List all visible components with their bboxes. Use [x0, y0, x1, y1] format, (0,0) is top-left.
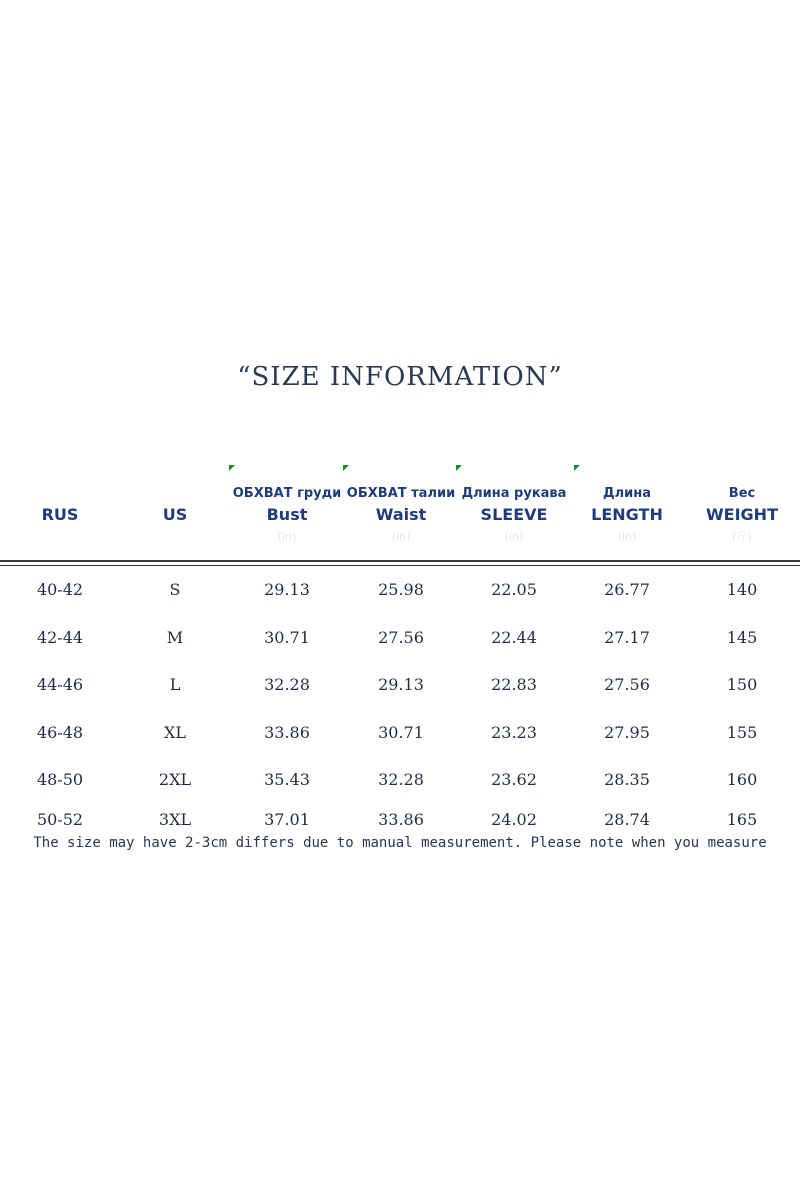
header-label-en: US: [162, 505, 188, 524]
table-cell: 35.43: [264, 770, 310, 789]
page-title: “SIZE INFORMATION”: [237, 362, 563, 392]
header-unit: (in): [617, 530, 637, 543]
table-row: [0, 673, 800, 697]
table-cell: L: [169, 675, 181, 694]
table-row: [0, 721, 800, 745]
header-label-en: RUS: [41, 505, 79, 524]
header-divider-bottom: [0, 565, 800, 566]
table-cell: 25.98: [378, 580, 424, 599]
table-cell: 140: [726, 580, 758, 599]
header-label-en: WEIGHT: [706, 505, 778, 524]
table-row: [0, 768, 800, 792]
table-cell: 30.71: [378, 723, 424, 742]
table-cell: 48-50: [36, 770, 84, 789]
header-marker-icon: [229, 465, 235, 471]
table-cell: 2XL: [158, 770, 192, 789]
header-label-ru: ОБХВАТ груди: [232, 486, 342, 501]
table-cell: 29.13: [378, 675, 424, 694]
table-cell: 22.05: [491, 580, 537, 599]
table-cell: 27.56: [378, 628, 424, 647]
table-cell: 30.71: [264, 628, 310, 647]
table-cell: 33.86: [264, 723, 310, 742]
table-cell: 165: [726, 810, 758, 829]
header-unit: (in): [504, 530, 524, 543]
header-unit: (in): [391, 530, 411, 543]
table-cell: XL: [163, 723, 186, 742]
header-label-en: LENGTH: [591, 505, 663, 524]
table-cell: 155: [726, 723, 758, 742]
table-cell: 28.74: [604, 810, 650, 829]
table-row: [0, 808, 800, 832]
header-marker-icon: [456, 465, 462, 471]
header-label-ru: Длина: [603, 486, 651, 501]
table-cell: 3XL: [158, 810, 192, 829]
header-label-ru: ОБХВАТ талии: [346, 486, 456, 501]
header-marker-icon: [343, 465, 349, 471]
table-cell: 26.77: [604, 580, 650, 599]
header-label-en: Waist: [375, 505, 427, 524]
table-cell: 23.62: [491, 770, 537, 789]
table-cell: 46-48: [36, 723, 84, 742]
table-cell: 44-46: [36, 675, 84, 694]
table-cell: 33.86: [378, 810, 424, 829]
header-divider-top: [0, 560, 800, 562]
table-cell: 27.17: [604, 628, 650, 647]
header-unit: (in): [277, 530, 297, 543]
table-cell: 22.83: [491, 675, 537, 694]
table-cell: 27.56: [604, 675, 650, 694]
table-cell: 28.35: [604, 770, 650, 789]
header-label-en: SLEEVE: [480, 505, 548, 524]
table-cell: 37.01: [264, 810, 310, 829]
measurement-note: The size may have 2-3cm differs due to manual measurement. Please note when you measure: [33, 835, 767, 851]
table-cell: M: [166, 628, 184, 647]
header-label-en: Bust: [266, 505, 308, 524]
table-cell: S: [169, 580, 181, 599]
table-row: [0, 578, 800, 602]
table-cell: 24.02: [491, 810, 537, 829]
header-label-ru: Длина рукава: [461, 486, 567, 501]
table-cell: 150: [726, 675, 758, 694]
table-cell: 32.28: [264, 675, 310, 694]
table-row: [0, 626, 800, 650]
table-cell: 145: [726, 628, 758, 647]
table-cell: 29.13: [264, 580, 310, 599]
table-cell: 27.95: [604, 723, 650, 742]
header-unit: (斤): [732, 530, 752, 543]
table-cell: 50-52: [36, 810, 84, 829]
table-cell: 40-42: [36, 580, 84, 599]
header-marker-icon: [574, 465, 580, 471]
table-cell: 22.44: [491, 628, 537, 647]
header-label-ru: Вес: [728, 486, 756, 501]
table-cell: 160: [726, 770, 758, 789]
table-cell: 23.23: [491, 723, 537, 742]
table-cell: 42-44: [36, 628, 84, 647]
table-cell: 32.28: [378, 770, 424, 789]
